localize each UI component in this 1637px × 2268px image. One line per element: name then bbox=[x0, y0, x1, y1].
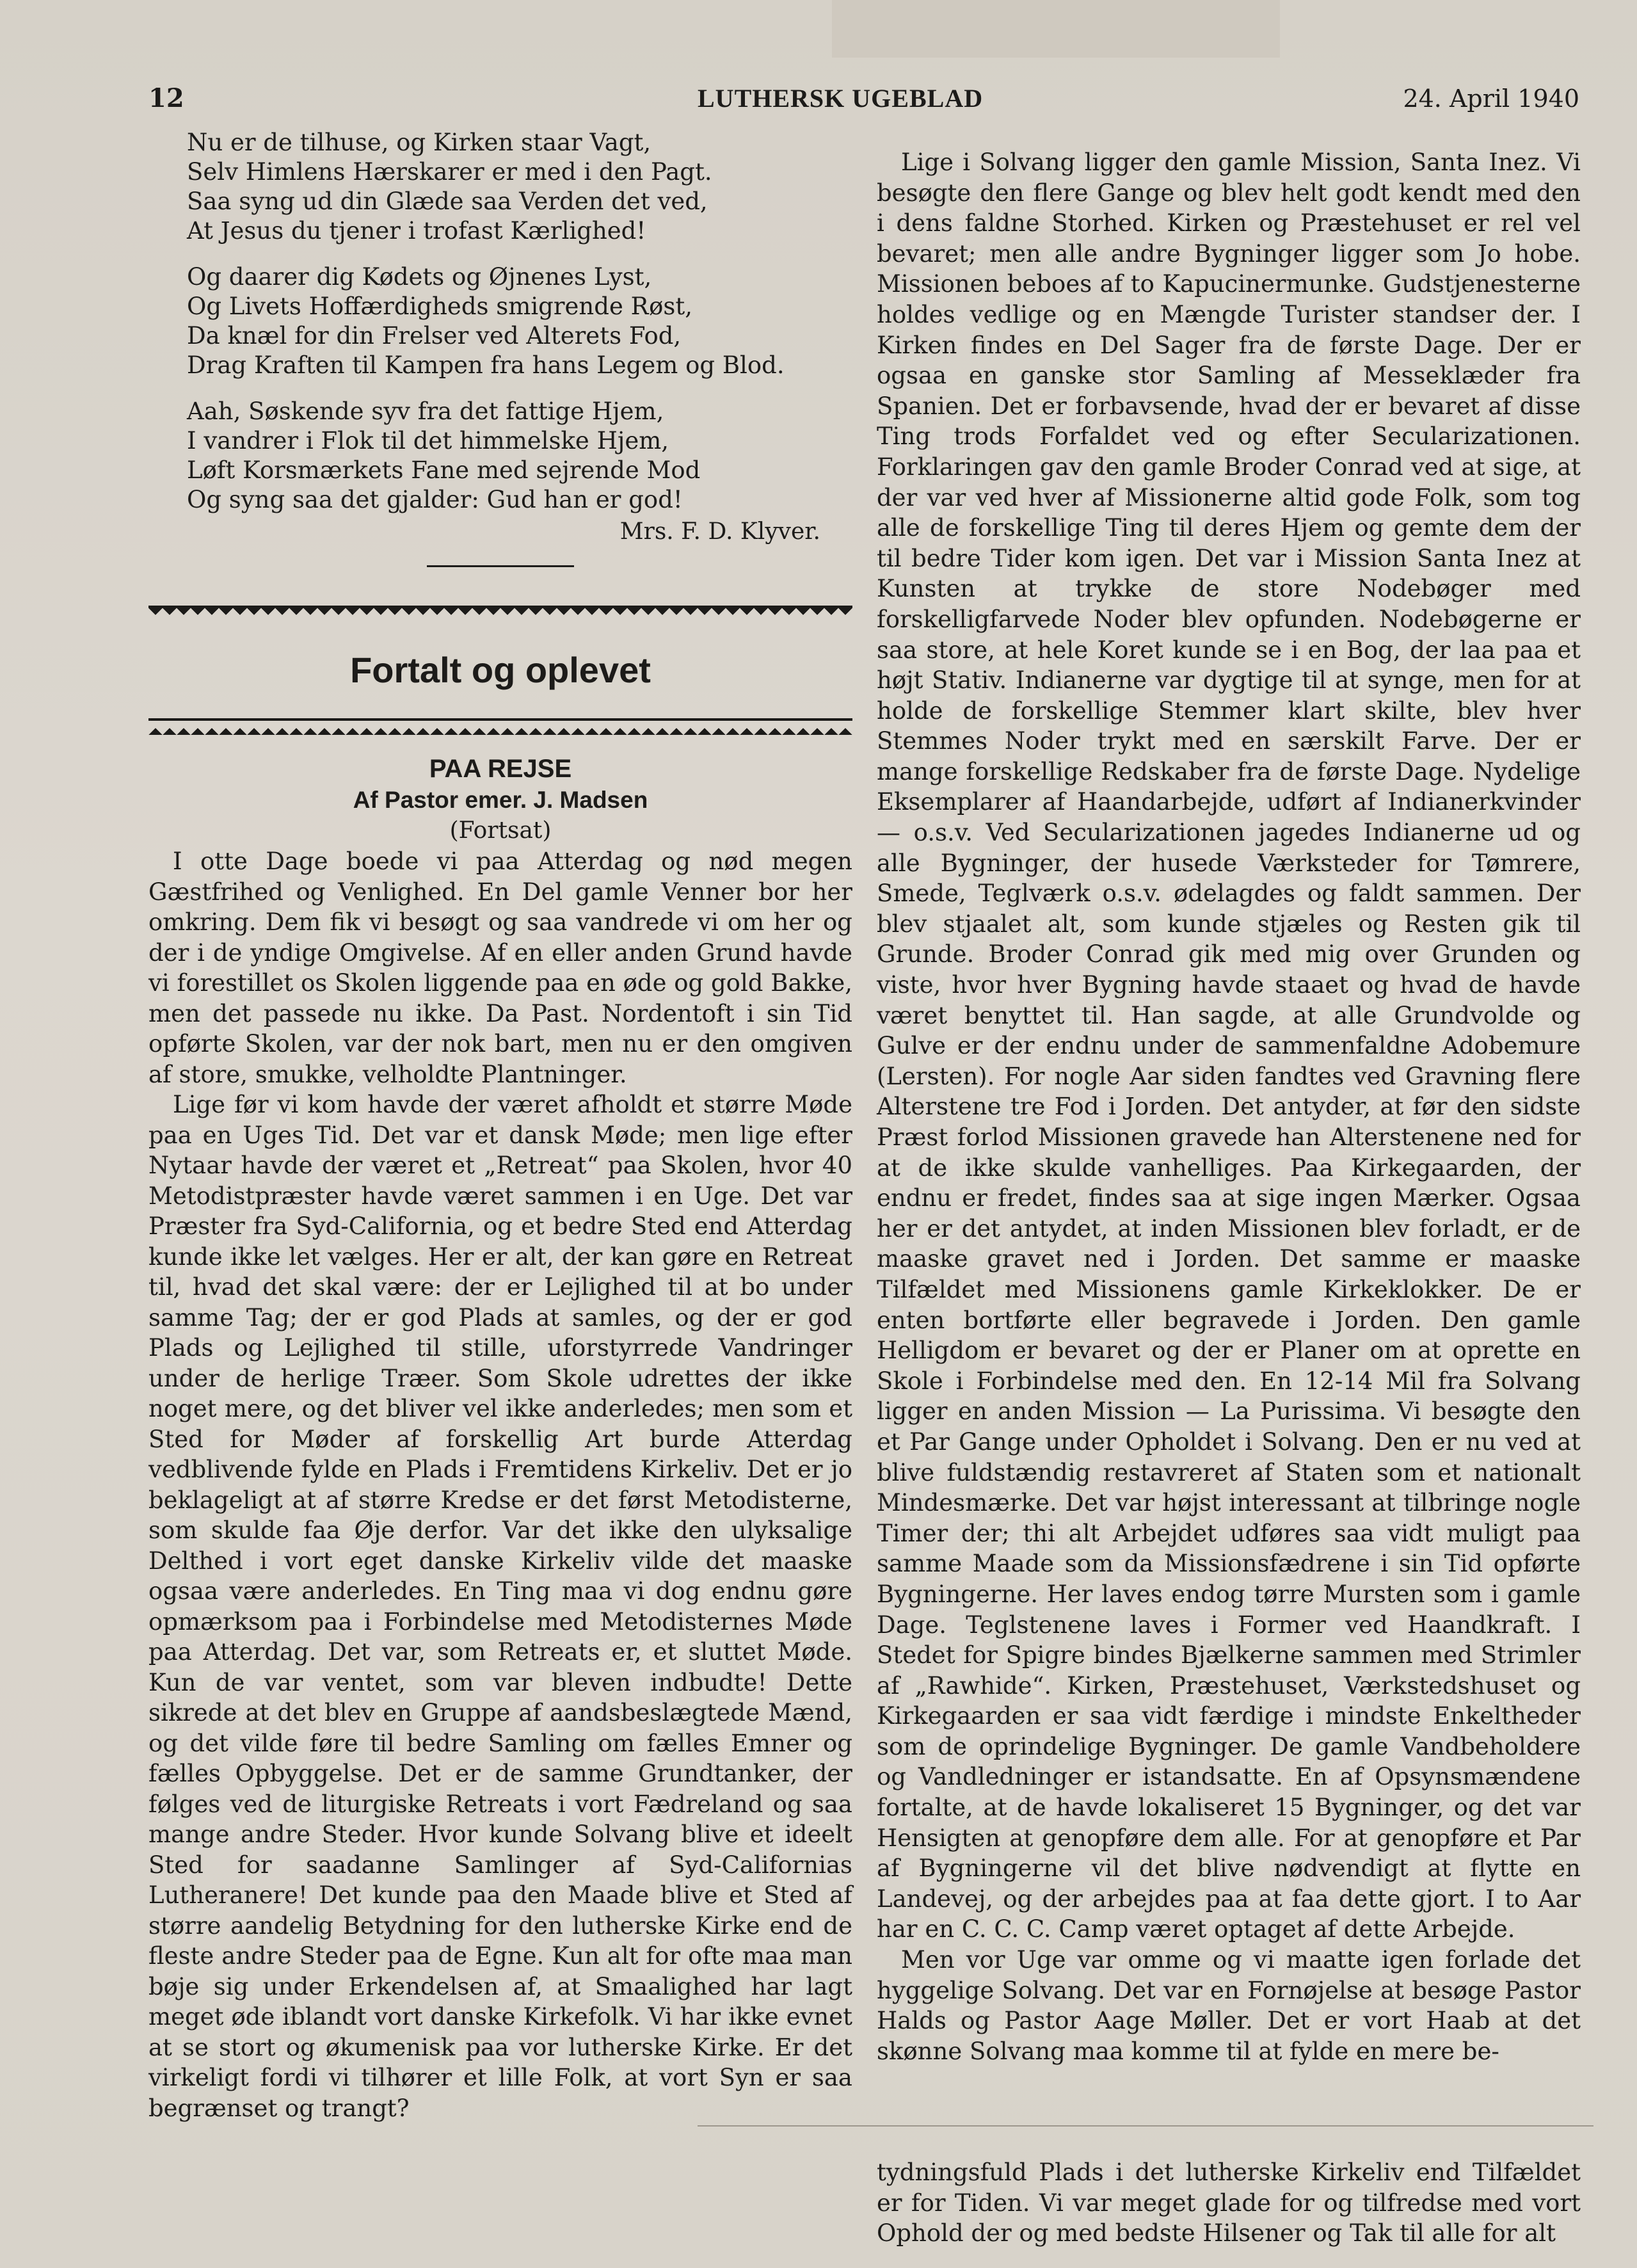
poem-line: I vandrer i Flok til det himmelske Hjem, bbox=[187, 427, 669, 454]
article-continuation: tydningsfuld Plads i det lutherske Kirkeliv end Tilfældet er for Tiden. Vi var meget glade for og tilfredse med vort Ophold der og med bedste Hilsener og Tak til alle for alt bbox=[877, 2159, 1581, 2247]
poem-line: Og syng saa det gjalder: Gud han er god! bbox=[187, 486, 683, 513]
section-title: Fortalt og oplevet bbox=[350, 650, 651, 690]
banner-border-top bbox=[148, 606, 852, 622]
article-author: Af Pastor emer. J. Madsen bbox=[353, 787, 648, 813]
left-column bbox=[148, 128, 852, 2123]
poem-stanza-1 bbox=[187, 128, 852, 246]
poem-line: Nu er de tilhuse, og Kirken staar Vagt, bbox=[187, 129, 651, 156]
banner-border-bottom bbox=[148, 718, 852, 735]
poem-stanza-3 bbox=[187, 397, 852, 515]
page-header bbox=[0, 83, 1637, 122]
poem-line: Og Livets Hoffærdigheds smigrende Røst, bbox=[187, 293, 693, 320]
article-body-right bbox=[877, 147, 1581, 2066]
poem-stanza-2 bbox=[187, 262, 852, 380]
poem-line: Drag Kraften til Kampen fra hans Legem og Blod. bbox=[187, 351, 785, 379]
torn-paper-edge bbox=[832, 0, 1280, 58]
poem-line: Aah, Søskende syv fra det fattige Hjem, bbox=[187, 398, 664, 425]
poem-line: Saa syng ud din Glæde saa Verden det ved, bbox=[187, 188, 708, 215]
page-number: 12 bbox=[148, 83, 184, 113]
section-banner bbox=[148, 606, 852, 740]
right-column bbox=[877, 147, 1581, 2066]
paragraph: I otte Dage boede vi paa Atterdag og nød megen Gæstfrihed og Venlighed. En Del gamle Venner bor her omkring. Dem fik vi besøgt og saa vandrede vi om her og der i de yndige Omgivelse. Af en eller anden Grund havde vi forestillet os Skolen liggende paa en øde og gold Bakke, men det passede nu ikke. Da Past. Nordentoft i sin Tid opførte Skolen, var der nok bart, men nu er den omgiven af store, smukke, velholdte Plantninger. bbox=[148, 848, 852, 1088]
poem bbox=[148, 128, 852, 515]
paper-fold-line bbox=[698, 2125, 1593, 2127]
poem-signature: Mrs. F. D. Klyver. bbox=[619, 519, 820, 545]
paragraph: Men vor Uge var omme og vi maatte igen forlade det hyggelige Solvang. Det var en Fornøjelse at besøge Pastor Halds og Pastor Aage Møller. Det er vort Haab at det skønne Solvang maa komme til at fylde en mere be- bbox=[877, 1946, 1581, 2065]
issue-date: 24. April 1940 bbox=[1403, 84, 1579, 113]
article-continued: (Fortsat) bbox=[449, 817, 552, 844]
divider-rule bbox=[427, 565, 574, 567]
masthead: LUTHERSK UGEBLAD bbox=[698, 84, 984, 113]
poem-line: Og daarer dig Kødets og Øjnenes Lyst, bbox=[187, 263, 652, 291]
poem-line: Løft Korsmærkets Fane med sejrende Mod bbox=[187, 456, 701, 484]
poem-line: Da knæl for din Frelser ved Alterets Fod, bbox=[187, 322, 682, 350]
article-title: PAA REJSE bbox=[429, 755, 572, 783]
paragraph: Lige i Solvang ligger den gamle Mission, Santa Inez. Vi besøgte den flere Gange og blev helt godt kendt med den i dens faldne Storhed. Kirken og Præstehuset er rel vel bevaret; men alle andre Bygninger ligger som Jo hobe. Missionen beboes af to Kapucinermunke. Gudstjenesterne holdes vedlige og en Mængde Turister standser der. I Kirken findes en Del Sager fra de første Dage. Der er ogsaa en ganske stor Samling af Messeklæder fra Spanien. Det er forbavsende, hvad der er bevaret af disse Ting trods Forfaldet ved og efter Secularizationen. Forklaringen gav den gamle Broder Conrad ved at sige, at der var ved hver af Missionerne altid gode Folk, som tog alle de forskellige Ting til deres Hjem og gemte dem der til bedre Tider kom igen. Det var i Mission Santa Inez at Kunsten at trykke de store Nodebøger med forskelligfarvede Noder blev opfunden. Nodebøgerne er saa store, at hele Koret kunde se i en Bog, der laa paa et højt Stativ. Indianerne var dygtige til at synge, men for at holde de forskellige Stemmer klart skilte, blev hver Stemmes Noder trykt med en særskilt Farve. Der er mange forskellige Redskaber fra de første Dage. Nydelige Eksemplarer af Haandarbejde, udført af Indianerkvinder — o.s.v. Ved Secularizationen jagedes Indianerne ud og alle Bygninger, der husede Værksteder for Tømrere, Smede, Teglværk o.s.v. ødelagdes og faldt sammen. Der blev stjaalet alt, som kunde stjæles og Resten gik til Grunde. Broder Conrad gik med mig over Grunden og viste, hvor hver Bygning havde staaet og hvad de havde været benyttet til. Han sagde, at alle Grundvolde og Gulve er der endnu under de sammenfaldne Adobemure (Lersten). For nogle Aar siden fandtes ved Gravning flere Alterstene tre Fod i Jorden. Det antyder, at før den sidste Præst forlod Missionen gravede han Alterstenene ned for at de ikke skulde vanhelliges. Paa Kirkegaarden, der endnu er fredet, findes saa at sige ingen Mærker. Ogsaa her er det antydet, at inden Missionen blev forladt, er de maaske gravet ned i Jorden. Det samme er maaske Tilfældet med Missionens gamle Kirkeklokker. De er enten bortførte eller begravede i Jorden. Den gamle Helligdom er bevaret og der er Planer om at oprette en Skole i Forbindelse med den. En 12-14 Mil fra Solvang ligger en anden Mission — La Purissima. Vi besøgte den et Par Gange under Opholdet i Solvang. Den er nu ved at blive fuldstændig restavreret af Staten som et nationalt Mindesmærke. Det var højst interessant at tilbringe nogle Timer der; thi alt Arbejdet udføres saa vidt muligt paa samme Maade som da Missionsfædrene i sin Tid opførte Bygningerne. Her laves endog tørre Mursten som i gamle Dage. Teglstenene laves i Former ved Haandkraft. I Stedet for Spigre bindes Bjælkerne sammen med Strimler af „Rawhide“. Kirken, Præstehuset, Værkstedshuset og Kirkegaarden er saa vidt færdige i mindste Enkeltheder som de oprindelige Bygninger. De gamle Vandbeholdere og Vandledninger er istandsatte. En af Opsynsmændene fortalte, at de havde lokaliseret 15 Bygninger, og det var Hensigten at genopføre dem alle. For at genopføre et Par af Bygningerne vil det blive nødvendigt at flytte en Landevej, og der arbejdes paa at faa dette gjort. I to Aar har en C. C. C. Camp været optaget af dette Arbejde. bbox=[877, 149, 1581, 1943]
article-body-left bbox=[148, 846, 852, 2123]
poem-line: At Jesus du tjener i trofast Kærlighed! bbox=[187, 217, 646, 245]
paragraph: Lige før vi kom havde der været afholdt et større Møde paa en Uges Tid. Det var et dansk Møde; men lige efter Nytaar havde der været et „Retreat“ paa Skolen, hvor 40 Metodistpræster havde været sammen i en Uge. Det var Præster fra Syd-California, og et bedre Sted end Atterdag kunde ikke let vælges. Her er alt, der kan gøre en Retreat til, hvad det skal være: der er Lejlighed til at bo under samme Tag; der er god Plads at samles, og der er god Plads og Lejlighed til stille, uforstyrrede Vandringer under de herlige Træer. Som Skole udrettes der ikke noget mere, og det bliver vel ikke anderledes; men som et Sted for Møder af forskellig Art burde Atterdag vedblivende fylde en Plads i Fremtidens Kirkeliv. Det er jo beklageligt at af større Kredse er det først Metodisterne, som skulde faa Øje derfor. Var det ikke den ulyksalige Delthed i vort eget danske Kirkeliv vilde det maaske ogsaa være anderledes. En Ting maa vi dog endnu gøre opmærksom paa i Forbindelse med Metodisternes Møde paa Atterdag. Det var, som Retreats er, et sluttet Møde. Kun de var ventet, som var bleven indbudte! Dette sikrede at det blev en Gruppe af aandsbeslægtede Mænd, og det vilde føre til bedre Samling om fælles Emner og fælles Opbyggelse. Det er de samme Grundtanker, der følges ved de liturgiske Retreats i vort Fædreland og saa mange andre Steder. Hvor kunde Solvang blive et ideelt Sted for saadanne Samlinger af Syd-Californias Lutheranere! Det kunde paa den Maade blive et Sted af større aandelig Betydning for den lutherske Kirke end de fleste andre Steder paa de Egne. Kun alt for ofte maa man bøje sig under Erkendelsen af, at Smaalighed har lagt meget øde iblandt vort danske Kirkefolk. Vi har ikke evnet at se stort og økumenisk paa vor lutherske Kirke. Er det virkeligt fordi vi tilhører et lille Folk, at vort Syn er saa begrænset og trangt? bbox=[148, 1091, 852, 2122]
poem-line: Selv Himlens Hærskarer er med i den Pagt. bbox=[187, 158, 712, 186]
